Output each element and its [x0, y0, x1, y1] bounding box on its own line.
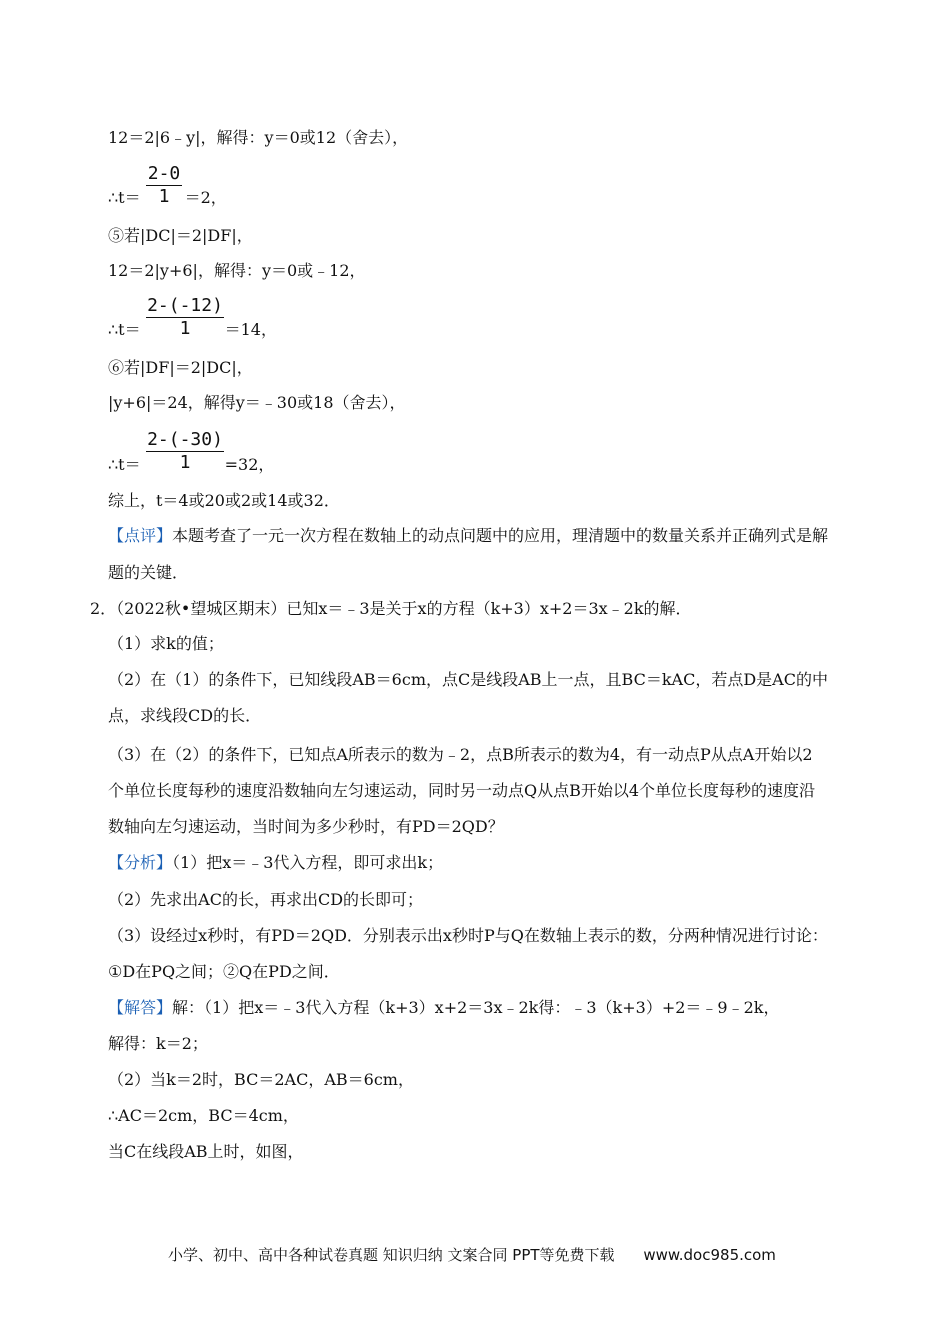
fraction-denominator: 1 — [179, 318, 191, 339]
q2-part-1: （1）求k的值； — [108, 634, 224, 653]
answer-line-4: ∴AC＝2cm，BC＝4cm， — [108, 1106, 299, 1125]
result: =32， — [224, 455, 275, 474]
comment-line-2: 题的关键． — [108, 563, 189, 582]
fraction-2 — [146, 296, 224, 339]
answer-line-3: （2）当k＝2时，BC＝2AC，AB＝6cm， — [108, 1070, 414, 1089]
therefore-t: ∴t＝ — [108, 188, 141, 207]
fraction-denominator: 1 — [179, 452, 191, 473]
fraction-3 — [146, 430, 224, 473]
line-7: |y+6|＝24，解得y＝﹣30或18（舍去）， — [108, 393, 406, 412]
q2-part-2a: （2）在（1）的条件下，已知线段AB＝6cm，点C是线段AB上一点，且BC＝kAC，若点D是AC的中 — [108, 670, 828, 689]
therefore-t: ∴t＝ — [108, 455, 141, 474]
q2-part-2b: 点，求线段CD的长． — [108, 706, 262, 725]
result: ＝14， — [224, 320, 277, 339]
fraction-numerator: 2-0 — [147, 163, 181, 184]
line-4: 12＝2|y+6|，解得：y＝0或﹣12， — [108, 261, 366, 280]
answer-line-5: 当C在线段AB上时，如图， — [108, 1142, 304, 1161]
result: ＝2， — [184, 188, 227, 207]
line-1: 12＝2|6﹣y|，解得：y＝0或12（舍去）， — [108, 128, 409, 147]
fraction-numerator: 2-(-12) — [147, 295, 223, 316]
fraction-1 — [146, 164, 182, 207]
comment-line: 【点评】本题考查了一元一次方程在数轴上的动点问题中的应用，理清题中的数量关系并正确列式是解 — [108, 526, 829, 545]
fraction-numerator: 2-(-30) — [147, 429, 223, 450]
page-footer — [168, 1244, 776, 1265]
analysis-line-4: ①D在PQ之间；②Q在PD之间． — [108, 962, 340, 981]
line-6: ⑥若|DF|＝2|DC|， — [108, 358, 253, 377]
fraction-denominator: 1 — [158, 186, 170, 207]
footer-text: 小学、初中、高中各种试卷真题 知识归纳 文案合同 PPT等免费下载 — [168, 1246, 615, 1264]
answer-line-2: 解得：k＝2； — [108, 1034, 208, 1053]
line-3: ⑤若|DC|＝2|DF|， — [108, 226, 253, 245]
analysis-line-3: （3）设经过x秒时，有PD＝2QD．分别表示出x秒时P与Q在数轴上表示的数，分两种情况进行讨论： — [108, 926, 828, 945]
analysis-line-1: 【分析】（1）把x＝﹣3代入方程，即可求出k； — [108, 853, 444, 872]
question-2: 2．（2022秋•望城区期末）已知x＝﹣3是关于x的方程（k+3）x+2＝3x﹣2k的解． — [90, 599, 692, 618]
line-9: 综上，t＝4或20或2或14或32． — [108, 491, 340, 510]
analysis-line-2: （2）先求出AC的长，再求出CD的长即可； — [108, 890, 424, 909]
q2-part-3a: （3）在（2）的条件下，已知点A所表示的数为﹣2，点B所表示的数为4，有一动点P从点A开始以2 — [108, 745, 813, 764]
q2-part-3b: 个单位长度每秒的速度沿数轴向左匀速运动，同时另一动点Q从点B开始以4个单位长度每秒的速度沿 — [108, 781, 816, 800]
footer-url[interactable]: www.doc985.com — [643, 1246, 776, 1264]
q2-part-3c: 数轴向左匀速运动，当时间为多少秒时，有PD＝2QD？ — [108, 817, 504, 836]
comment-tag: 【点评】 — [108, 526, 173, 545]
answer-tag: 【解答】 — [108, 998, 173, 1017]
answer-line-1: 【解答】解：（1）把x＝﹣3代入方程（k+3）x+2＝3x﹣2k得：﹣3（k+3）+2＝﹣9﹣2k， — [108, 998, 780, 1017]
therefore-t: ∴t＝ — [108, 320, 141, 339]
analysis-tag: 【分析】 — [108, 853, 173, 872]
